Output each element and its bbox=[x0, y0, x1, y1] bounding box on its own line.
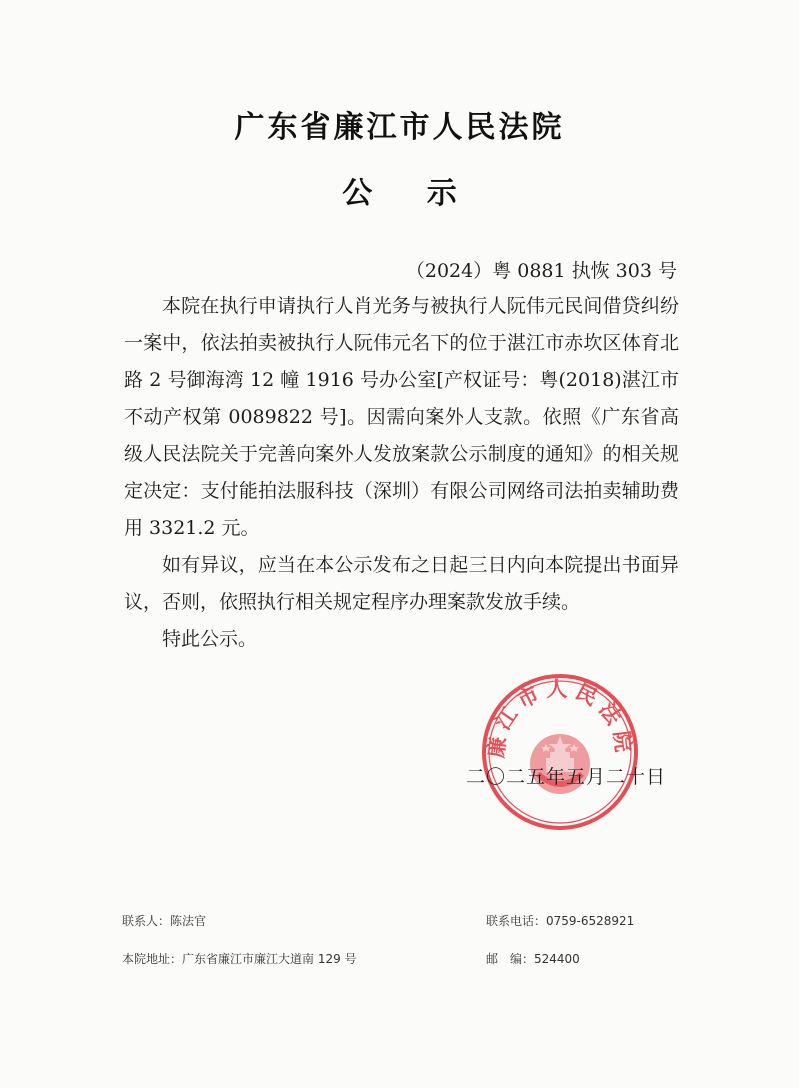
seal-text: 廉江市人民法院 bbox=[483, 677, 637, 760]
notice-body bbox=[124, 288, 679, 658]
body-paragraph: 如有异议，应当在本公示发布之日起三日内向本院提出书面异议，否则，依照执行相关规定程序办理案款发放手续。 bbox=[124, 554, 679, 613]
body-paragraph: 特此公示。 bbox=[162, 628, 258, 650]
footer-row-address bbox=[122, 950, 682, 967]
body-paragraph: 本院在执行申请执行人肖光务与被执行人阮伟元民间借贷纠纷一案中，依法拍卖被执行人阮伟元名下的位于湛江市赤坎区体育北路 2 号御海湾 12 幢 1916 号办公室[产权证号：粤(2018)湛江市不动产权第 0089822 号]。因需向案外人支款。依照《广东省高级人民法院关于完善向案外人发放案款公示制度的通知》的相关规定决定：支付能拍法服科技（深圳）有限公司网络司法拍卖辅助费用 3321.2 元。 bbox=[124, 295, 679, 539]
footer-row-contact bbox=[122, 912, 682, 929]
document-title: 公 示 bbox=[342, 176, 479, 211]
contact-person: 联系人：陈法官 bbox=[122, 914, 207, 928]
postcode: 邮 编：524400 bbox=[486, 952, 580, 966]
case-number: （2024）粤 0881 执恢 303 号 bbox=[405, 260, 677, 282]
contact-phone: 联系电话：0759-6528921 bbox=[486, 914, 635, 928]
court-seal-icon bbox=[480, 672, 640, 832]
court-address: 本院地址：广东省廉江市廉江大道南 129 号 bbox=[122, 952, 357, 966]
court-name: 广东省廉江市人民法院 bbox=[234, 110, 565, 145]
notice-date: 二〇二五年五月二十日 bbox=[466, 766, 667, 788]
